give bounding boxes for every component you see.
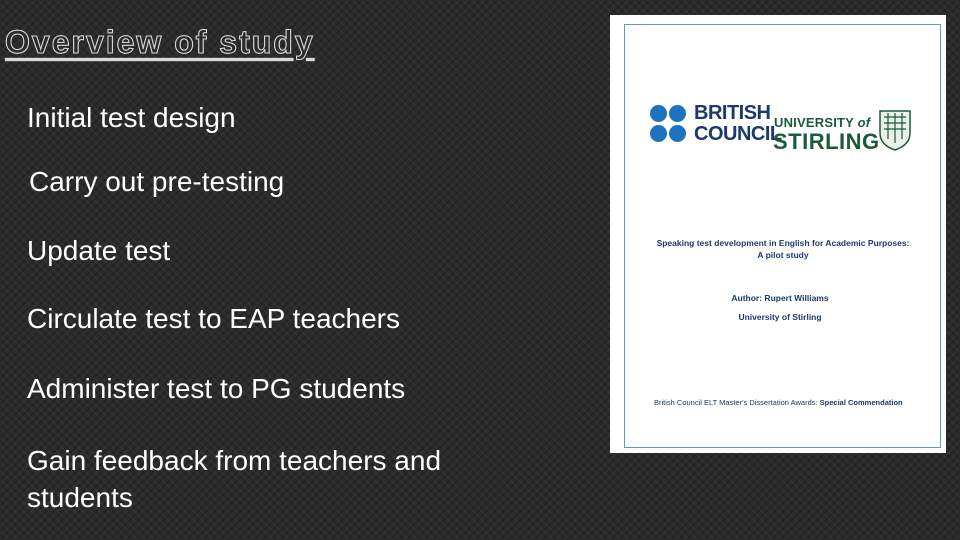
document-title: Speaking test development in English for Academic Purposes: A pilot study [656, 238, 910, 260]
document-author: Author: Rupert Williams [731, 293, 829, 303]
stirling-crest-icon [878, 109, 912, 151]
logos-row [636, 93, 926, 173]
bullet-item: Circulate test to EAP teachers [27, 303, 400, 334]
bullet-item: Carry out pre-testing [29, 166, 285, 197]
slide-title: Overview of study [5, 24, 315, 60]
document-border [624, 24, 941, 448]
university-of-word: of [857, 115, 871, 130]
university-logo-line1 [774, 115, 870, 130]
british-council-dots-icon [650, 105, 690, 147]
bullet-item: Administer test to PG students [27, 373, 406, 404]
bullet-item: Gain feedback from teachers and students [27, 445, 442, 513]
british-council-line1: BRITISH [694, 102, 771, 124]
award-highlight: Special Commendation [819, 398, 903, 407]
british-council-line2: COUNCIL [694, 123, 782, 145]
document-cover-image [610, 15, 946, 453]
university-logo-line2: STIRLING [773, 129, 880, 154]
document-award [654, 398, 924, 407]
bullet-item: Initial test design [27, 102, 236, 133]
british-council-logo-text [694, 103, 782, 145]
award-prefix: British Council ELT Master's Dissertation Awards: [654, 398, 818, 407]
university-word: UNIVERSITY [774, 115, 854, 130]
bullet-item: Update test [27, 235, 171, 266]
document-institution: University of Stirling [738, 312, 822, 322]
